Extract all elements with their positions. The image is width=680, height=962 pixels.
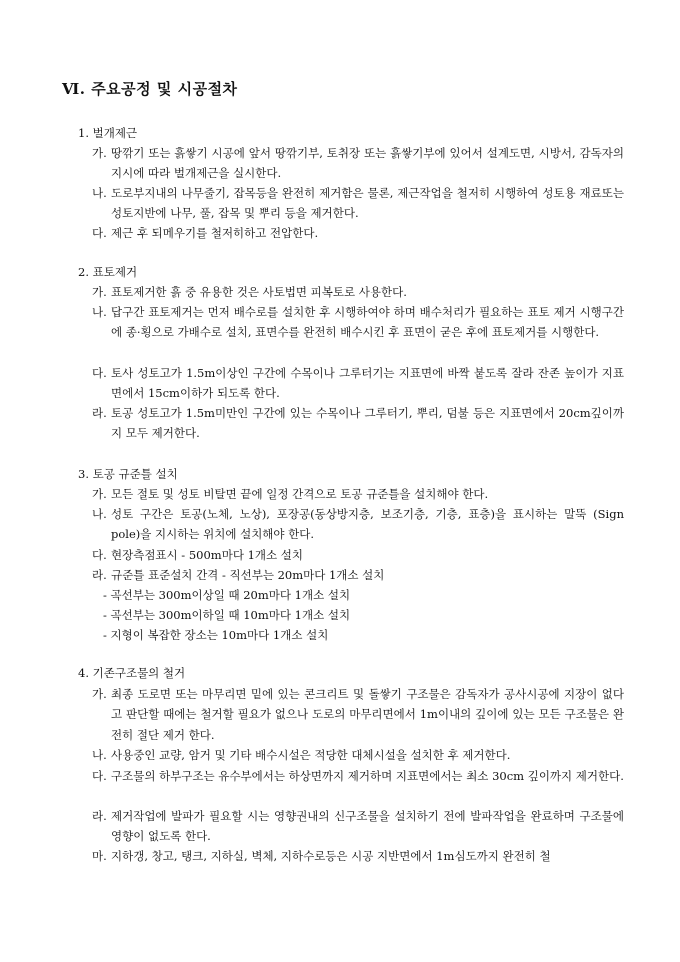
item-label: 나. [92, 507, 107, 521]
item-label: 나. [92, 305, 107, 319]
item-label: 라. [92, 406, 107, 420]
item-text: 도로부지내의 나무줄기, 잡목등을 완전히 제거함은 물론, 제근작업을 철저히 시행하여 성토용 재료또는 성토지반에 나무, 풀, 잡목 및 뿌리 등을 제거한다. [111, 186, 624, 221]
item-text: 제거작업에 발파가 필요할 시는 영향권내의 신구조물을 설치하기 전에 발파작업을 완료하며 구조물에 영향이 없도록 한다. [111, 809, 624, 844]
sub-item: - 곡선부는 300m이상일 때 20m마다 1개소 설치 [103, 588, 351, 602]
list-item [92, 223, 624, 243]
item-label: 라. [92, 809, 107, 823]
list-item [92, 403, 624, 444]
item-text: 규준틀 표준설치 간격 - 직선부는 20m마다 1개소 설치 [111, 568, 385, 582]
item-text: 성토 구간은 토공(노체, 노상), 포장공(동상방지층, 보조기층, 기층, 표층)을 표시하는 말뚝 (Sign pole)을 지시하는 위치에 설치해야 한다. [111, 507, 624, 542]
list-item [92, 846, 624, 866]
list-item [92, 282, 624, 302]
item-label: 가. [92, 487, 107, 501]
item-label: 라. [92, 568, 107, 582]
item-label: 마. [92, 849, 107, 863]
item-text: 토사 성토고가 1.5m이상인 구간에 수목이나 그루터기는 지표면에 바짝 붙도록 잘라 잔존 높이가 지표면에서 15cm이하가 되도록 한다. [111, 366, 624, 401]
item-label: 가. [92, 146, 107, 160]
item-text: 지하갱, 창고, 탱크, 지하실, 벽체, 지하수로등은 시공 지반면에서 1m심도까지 완전히 철 [111, 849, 551, 863]
item-label: 다. [92, 366, 107, 380]
list-item [92, 183, 624, 224]
item-text: 구조물의 하부구조는 유수부에서는 하상면까지 제거하며 지표면에서는 최소 30cm 깊이까지 제거한다. [111, 769, 624, 783]
item-text: 표토제거한 흙 중 유용한 것은 사토법면 피복토로 사용한다. [111, 285, 407, 299]
list-item [92, 484, 624, 504]
item-text: 사용중인 교량, 암거 및 기타 배수시설은 적당한 대체시설을 설치한 후 제거한다. [111, 748, 511, 762]
item-text: 제근 후 되메우기를 철저히하고 전압한다. [111, 226, 319, 240]
sub-item: - 곡선부는 300m이하일 때 10m마다 1개소 설치 [103, 608, 351, 622]
list-item [92, 143, 624, 184]
item-label: 나. [92, 748, 107, 762]
item-text: 토공 성토고가 1.5m미만인 구간에 있는 수목이나 그루터기, 뿌리, 덤불 등은 지표면에서 20cm깊이까지 모두 제거한다. [111, 406, 624, 441]
chapter-title: Ⅵ. 주요공정 및 시공절차 [62, 80, 238, 98]
list-item [92, 806, 624, 847]
section-heading: 2. 표토제거 [78, 265, 138, 279]
item-text: 최종 도로면 또는 마무리면 밑에 있는 콘크리트 및 돌쌓기 구조물은 감독자가 공사시공에 지장이 없다고 판단할 때에는 철거할 필요가 없으나 도로의 마무리면에서 1m이내의 깊이에 있는 모든 구조물은 완전히 절단 제거 한다. [111, 687, 624, 742]
section-heading: 3. 토공 규준틀 설치 [78, 467, 178, 481]
list-item [92, 745, 624, 765]
list-item [92, 545, 624, 565]
item-label: 다. [92, 548, 107, 562]
list-item [92, 363, 624, 404]
item-label: 다. [92, 769, 107, 783]
item-label: 다. [92, 226, 107, 240]
item-text: 모든 절토 및 성토 비탈면 끝에 일정 간격으로 토공 규준틀을 설치해야 한다. [111, 487, 489, 501]
item-label: 가. [92, 687, 107, 701]
list-item [92, 766, 624, 786]
item-label: 나. [92, 186, 107, 200]
sub-item: - 지형이 복잡한 장소는 10m마다 1개소 설치 [103, 628, 329, 642]
section-heading: 1. 벌개제근 [78, 126, 138, 140]
item-text: 땅깎기 또는 흙쌓기 시공에 앞서 땅깎기부, 토취장 또는 흙쌓기부에 있어서 설계도면, 시방서, 감독자의 지시에 따라 벌개제근을 실시한다. [111, 146, 624, 181]
item-text: 현장측점표시 - 500m마다 1개소 설치 [111, 548, 303, 562]
list-item [92, 684, 624, 745]
item-text: 답구간 표토제거는 먼저 배수로를 설치한 후 시행하여야 하며 배수처리가 필요하는 표토 제거 시행구간에 종·횡으로 가배수로 설치, 표면수를 완전히 배수시킨 후 표면이 굳은 후에 표토제거를 시행한다. [111, 305, 624, 340]
section-heading: 4. 기존구조물의 철거 [78, 666, 186, 680]
item-label: 가. [92, 285, 107, 299]
list-item [92, 565, 624, 585]
list-item [92, 302, 624, 343]
list-item [92, 504, 624, 545]
